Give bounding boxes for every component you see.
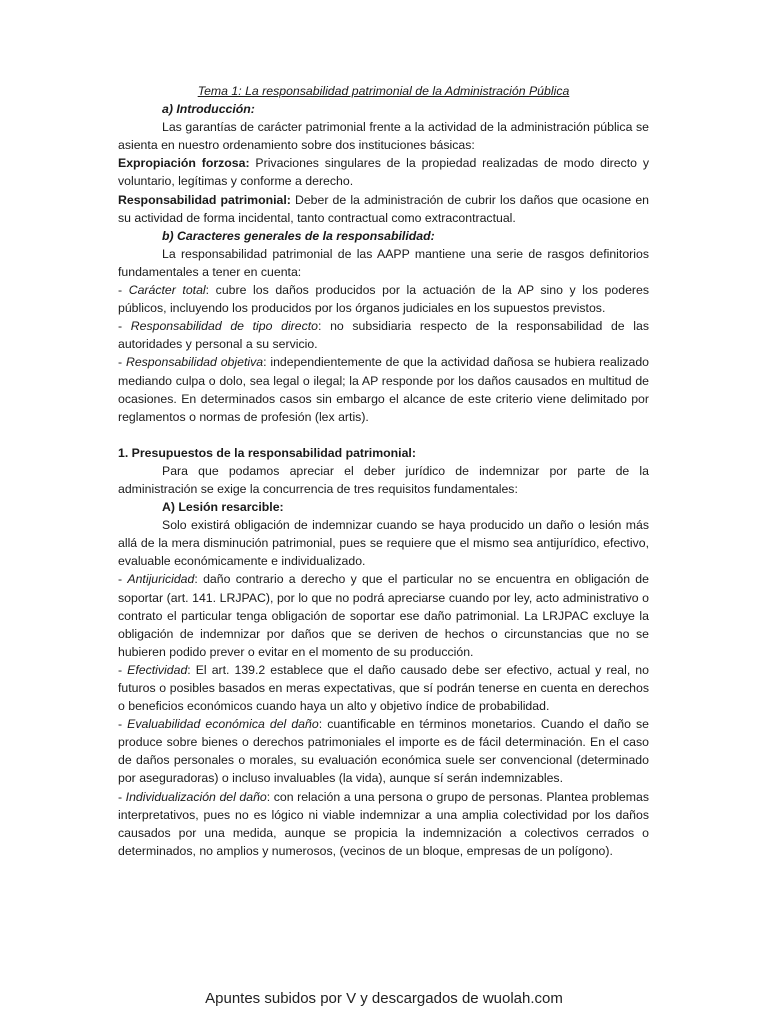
document-title: Tema 1: La responsabilidad patrimonial de la Administración Pública xyxy=(197,84,570,98)
intro-paragraph: Las garantías de carácter patrimonial frente a la actividad de la administración pública se asienta en nuestro ordenamiento sobre dos instituciones básicas: xyxy=(118,120,649,153)
document-page xyxy=(118,82,649,860)
page-footer: Apuntes subidos por V y descargados de wuolah.com xyxy=(205,990,563,1007)
expropiacion-definition: Expropiación forzosa: Privaciones singulares de la propiedad realizadas de modo directo y voluntario, legítimas y conforme a derecho. xyxy=(118,156,649,189)
section-a-heading: a) Introducción: xyxy=(162,102,255,117)
paragraph-gap xyxy=(118,426,649,444)
lesion-paragraph: Solo existirá obligación de indemnizar cuando se haya producido un daño o lesión más allá de la mera disminución patrimonial, pues se requiere que el mismo sea antijurídico, efectivo, evaluable económicamente e individualizado. xyxy=(118,518,649,569)
caracter-item: - Responsabilidad de tipo directo: no subsidiaria respecto de la responsabilidad de las autoridades y personal a su servicio. xyxy=(118,319,650,352)
caracter-item: - Carácter total: cubre los daños producidos por la actuación de la AP sino y los poderes públicos, incluyendo los producidos por los órganos judiciales en los supuestos previstos. xyxy=(118,283,649,316)
section-b-intro: La responsabilidad patrimonial de las AAPP mantiene una serie de rasgos definitorios fundamentales a tener en cuenta: xyxy=(118,246,649,279)
section-b-heading: b) Caracteres generales de la responsabilidad: xyxy=(162,228,435,243)
responsabilidad-definition: Responsabilidad patrimonial: Deber de la administración de cubrir los daños que ocasione en su actividad de forma incidental, tanto contractual como extracontractual. xyxy=(118,192,649,225)
subsection-a-heading: A) Lesión resarcible: xyxy=(162,500,284,515)
requisito-item: - Individualización del daño: con relación a una persona o grupo de personas. Plantea problemas interpretativos, pues no es lógico ni viable indemnizar a una amplia colectividad por los daños causados por una medida, aunque se propicia la indemnización a colectivos cerrados o determinados, no amplios y numerosos, (vecinos de un bloque, empresas de un polígono). xyxy=(118,789,649,858)
section-1-intro: Para que podamos apreciar el deber jurídico de indemnizar por parte de la administración se exige la concurrencia de tres requisitos fundamentales: xyxy=(118,463,649,496)
section-1-heading: 1. Presupuestos de la responsabilidad patrimonial: xyxy=(118,445,416,460)
requisito-item: - Evaluabilidad económica del daño: cuantificable en términos monetarios. Cuando el daño se produce sobre bienes o derechos patrimoniales el importe es de fácil determinación. En el caso de daños personales o morales, su evaluación económica suele ser convencional (determinado por aseguradoras) o incluso invaluables (la vida), aunque sí serán indemnizables. xyxy=(118,717,649,786)
caracter-item: - Responsabilidad objetiva: independientemente de que la actividad dañosa se hubiera realizado mediando culpa o dolo, sea legal o ilegal; la AP responde por los daños causados en multitud de ocasiones. En determinados casos sin embargo el alcance de este criterio viene delimitado por reglamentos o normas de profesión (lex artis). xyxy=(118,355,650,424)
requisito-item: - Antijuricidad: daño contrario a derecho y que el particular no se encuentra en obligación de soportar (art. 141. LRJPAC), por lo que no podrá apreciarse cuando por ley, acto administrativo o contrato el particular tenga obligación de soportar ese daño patrimonial. La LRJPAC excluye la obligación de indemnizar por daños que se deriven de hechos o circunstancias que no se hubieren podido prever o evitar en el momento de su producción. xyxy=(118,572,649,659)
requisito-item: - Efectividad: El art. 139.2 establece que el daño causado debe ser efectivo, actual y real, no futuros o posibles basados en meras expectativas, que sí podrán tenerse en cuenta en derechos o beneficios económicos cuando haya un alto y objetivo índice de probabilidad. xyxy=(118,662,649,714)
